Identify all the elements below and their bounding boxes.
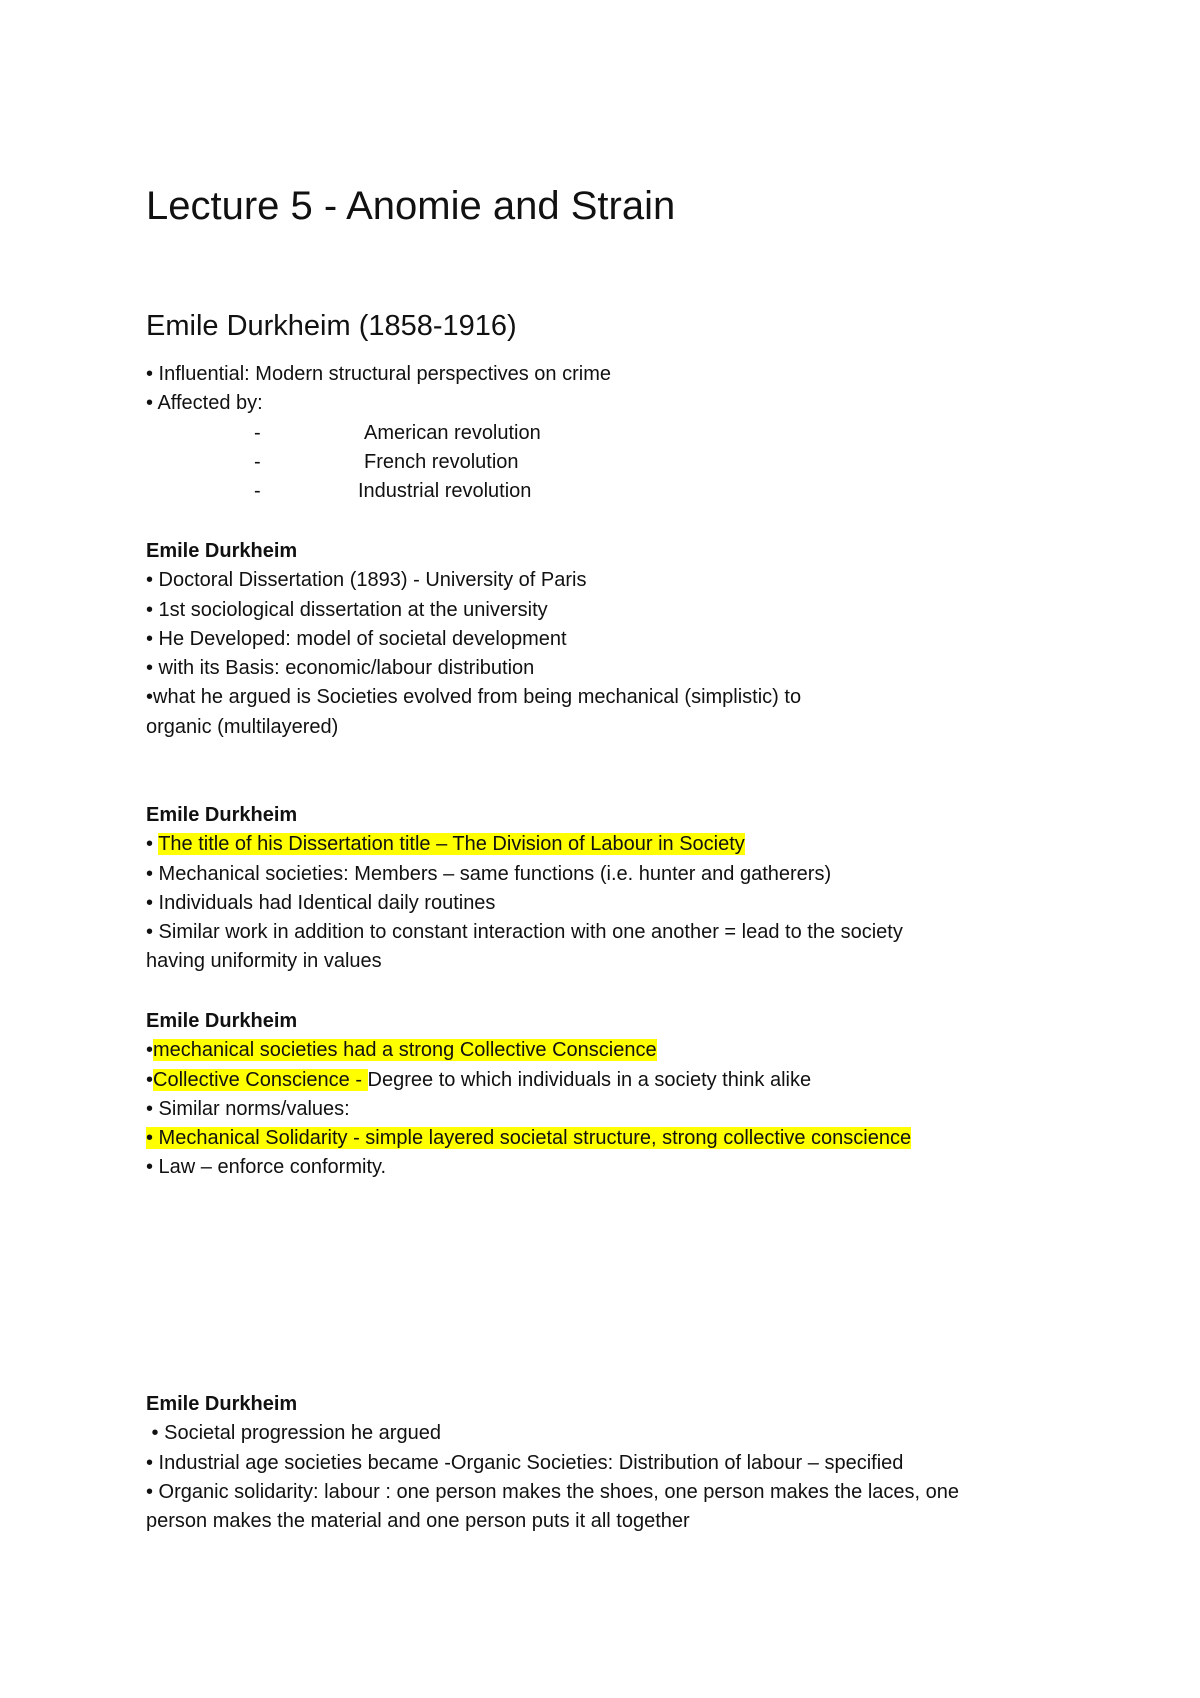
bullet-line: • Organic solidarity: labour : one person makes the shoes, one person makes the laces, one bbox=[146, 1480, 960, 1503]
section4-body bbox=[146, 1007, 1066, 1183]
highlighted-text: Collective Conscience - bbox=[153, 1068, 368, 1091]
bullet-marker: • bbox=[146, 1068, 154, 1091]
bullet-line-highlighted bbox=[146, 1036, 1066, 1065]
page-title: Lecture 5 - Anomie and Strain bbox=[146, 184, 676, 228]
section2-body bbox=[146, 537, 1066, 742]
section3-heading: Emile Durkheim bbox=[146, 804, 298, 826]
bullet-line: • Similar norms/values: bbox=[146, 1097, 350, 1120]
bullet-line: person makes the material and one person puts it all together bbox=[146, 1510, 690, 1533]
bullet-marker: • bbox=[146, 1039, 154, 1062]
bullet-line: • Law – enforce conformity. bbox=[146, 1156, 387, 1179]
section1-heading: Emile Durkheim (1858-1916) bbox=[146, 310, 517, 342]
highlighted-text: The title of his Dissertation title – The Division of Labour in Society bbox=[158, 833, 745, 856]
bullet-line-highlighted bbox=[146, 1066, 1066, 1095]
bullet-line: having uniformity in values bbox=[146, 950, 382, 973]
dash-list-item bbox=[146, 448, 1066, 477]
bullet-line: • Individuals had Identical daily routines bbox=[146, 891, 496, 914]
bullet-line: • He Developed: model of societal development bbox=[146, 627, 567, 650]
section3-body bbox=[146, 801, 1066, 977]
dash-item-text: American revolution bbox=[364, 421, 541, 444]
section4-heading: Emile Durkheim bbox=[146, 1010, 298, 1032]
bullet-line: organic (multilayered) bbox=[146, 715, 339, 738]
section1-body bbox=[146, 360, 1066, 506]
dash-item-text: Industrial revolution bbox=[358, 480, 532, 503]
section5-heading: Emile Durkheim bbox=[146, 1393, 298, 1415]
bullet-line: • Mechanical societies: Members – same functions (i.e. hunter and gatherers) bbox=[146, 862, 832, 885]
bullet-line: • Similar work in addition to constant interaction with one another = lead to the society bbox=[146, 921, 903, 944]
dash-marker: - bbox=[254, 480, 261, 503]
bullet-line: • Doctoral Dissertation (1893) - University of Paris bbox=[146, 569, 587, 592]
dash-list-item bbox=[146, 477, 1066, 506]
bullet-line: • with its Basis: economic/labour distribution bbox=[146, 657, 535, 680]
dash-list-item bbox=[146, 419, 1066, 448]
bullet-line: • Societal progression he argued bbox=[146, 1422, 441, 1445]
bullet-line: • Industrial age societies became -Organic Societies: Distribution of labour – specified bbox=[146, 1451, 904, 1474]
dash-item-text: French revolution bbox=[364, 450, 519, 473]
bullet-line-highlighted bbox=[146, 830, 1066, 859]
bullet-line: •what he argued is Societies evolved from being mechanical (simplistic) to bbox=[146, 686, 802, 709]
highlighted-text: • Mechanical Solidarity - simple layered societal structure, strong collective conscience bbox=[146, 1127, 912, 1150]
section5-body bbox=[146, 1390, 1066, 1536]
bullet-line: • 1st sociological dissertation at the university bbox=[146, 598, 548, 621]
bullet-line: • Affected by: bbox=[146, 392, 263, 415]
bullet-line: • Influential: Modern structural perspectives on crime bbox=[146, 363, 611, 385]
highlighted-text: mechanical societies had a strong Collective Conscience bbox=[153, 1039, 657, 1062]
bullet-line-highlighted bbox=[146, 1124, 1066, 1153]
dash-marker: - bbox=[254, 450, 261, 473]
bullet-marker: • bbox=[146, 833, 159, 856]
plain-text: Degree to which individuals in a society think alike bbox=[367, 1068, 812, 1091]
section2-heading: Emile Durkheim bbox=[146, 540, 298, 562]
dash-marker: - bbox=[254, 421, 261, 444]
